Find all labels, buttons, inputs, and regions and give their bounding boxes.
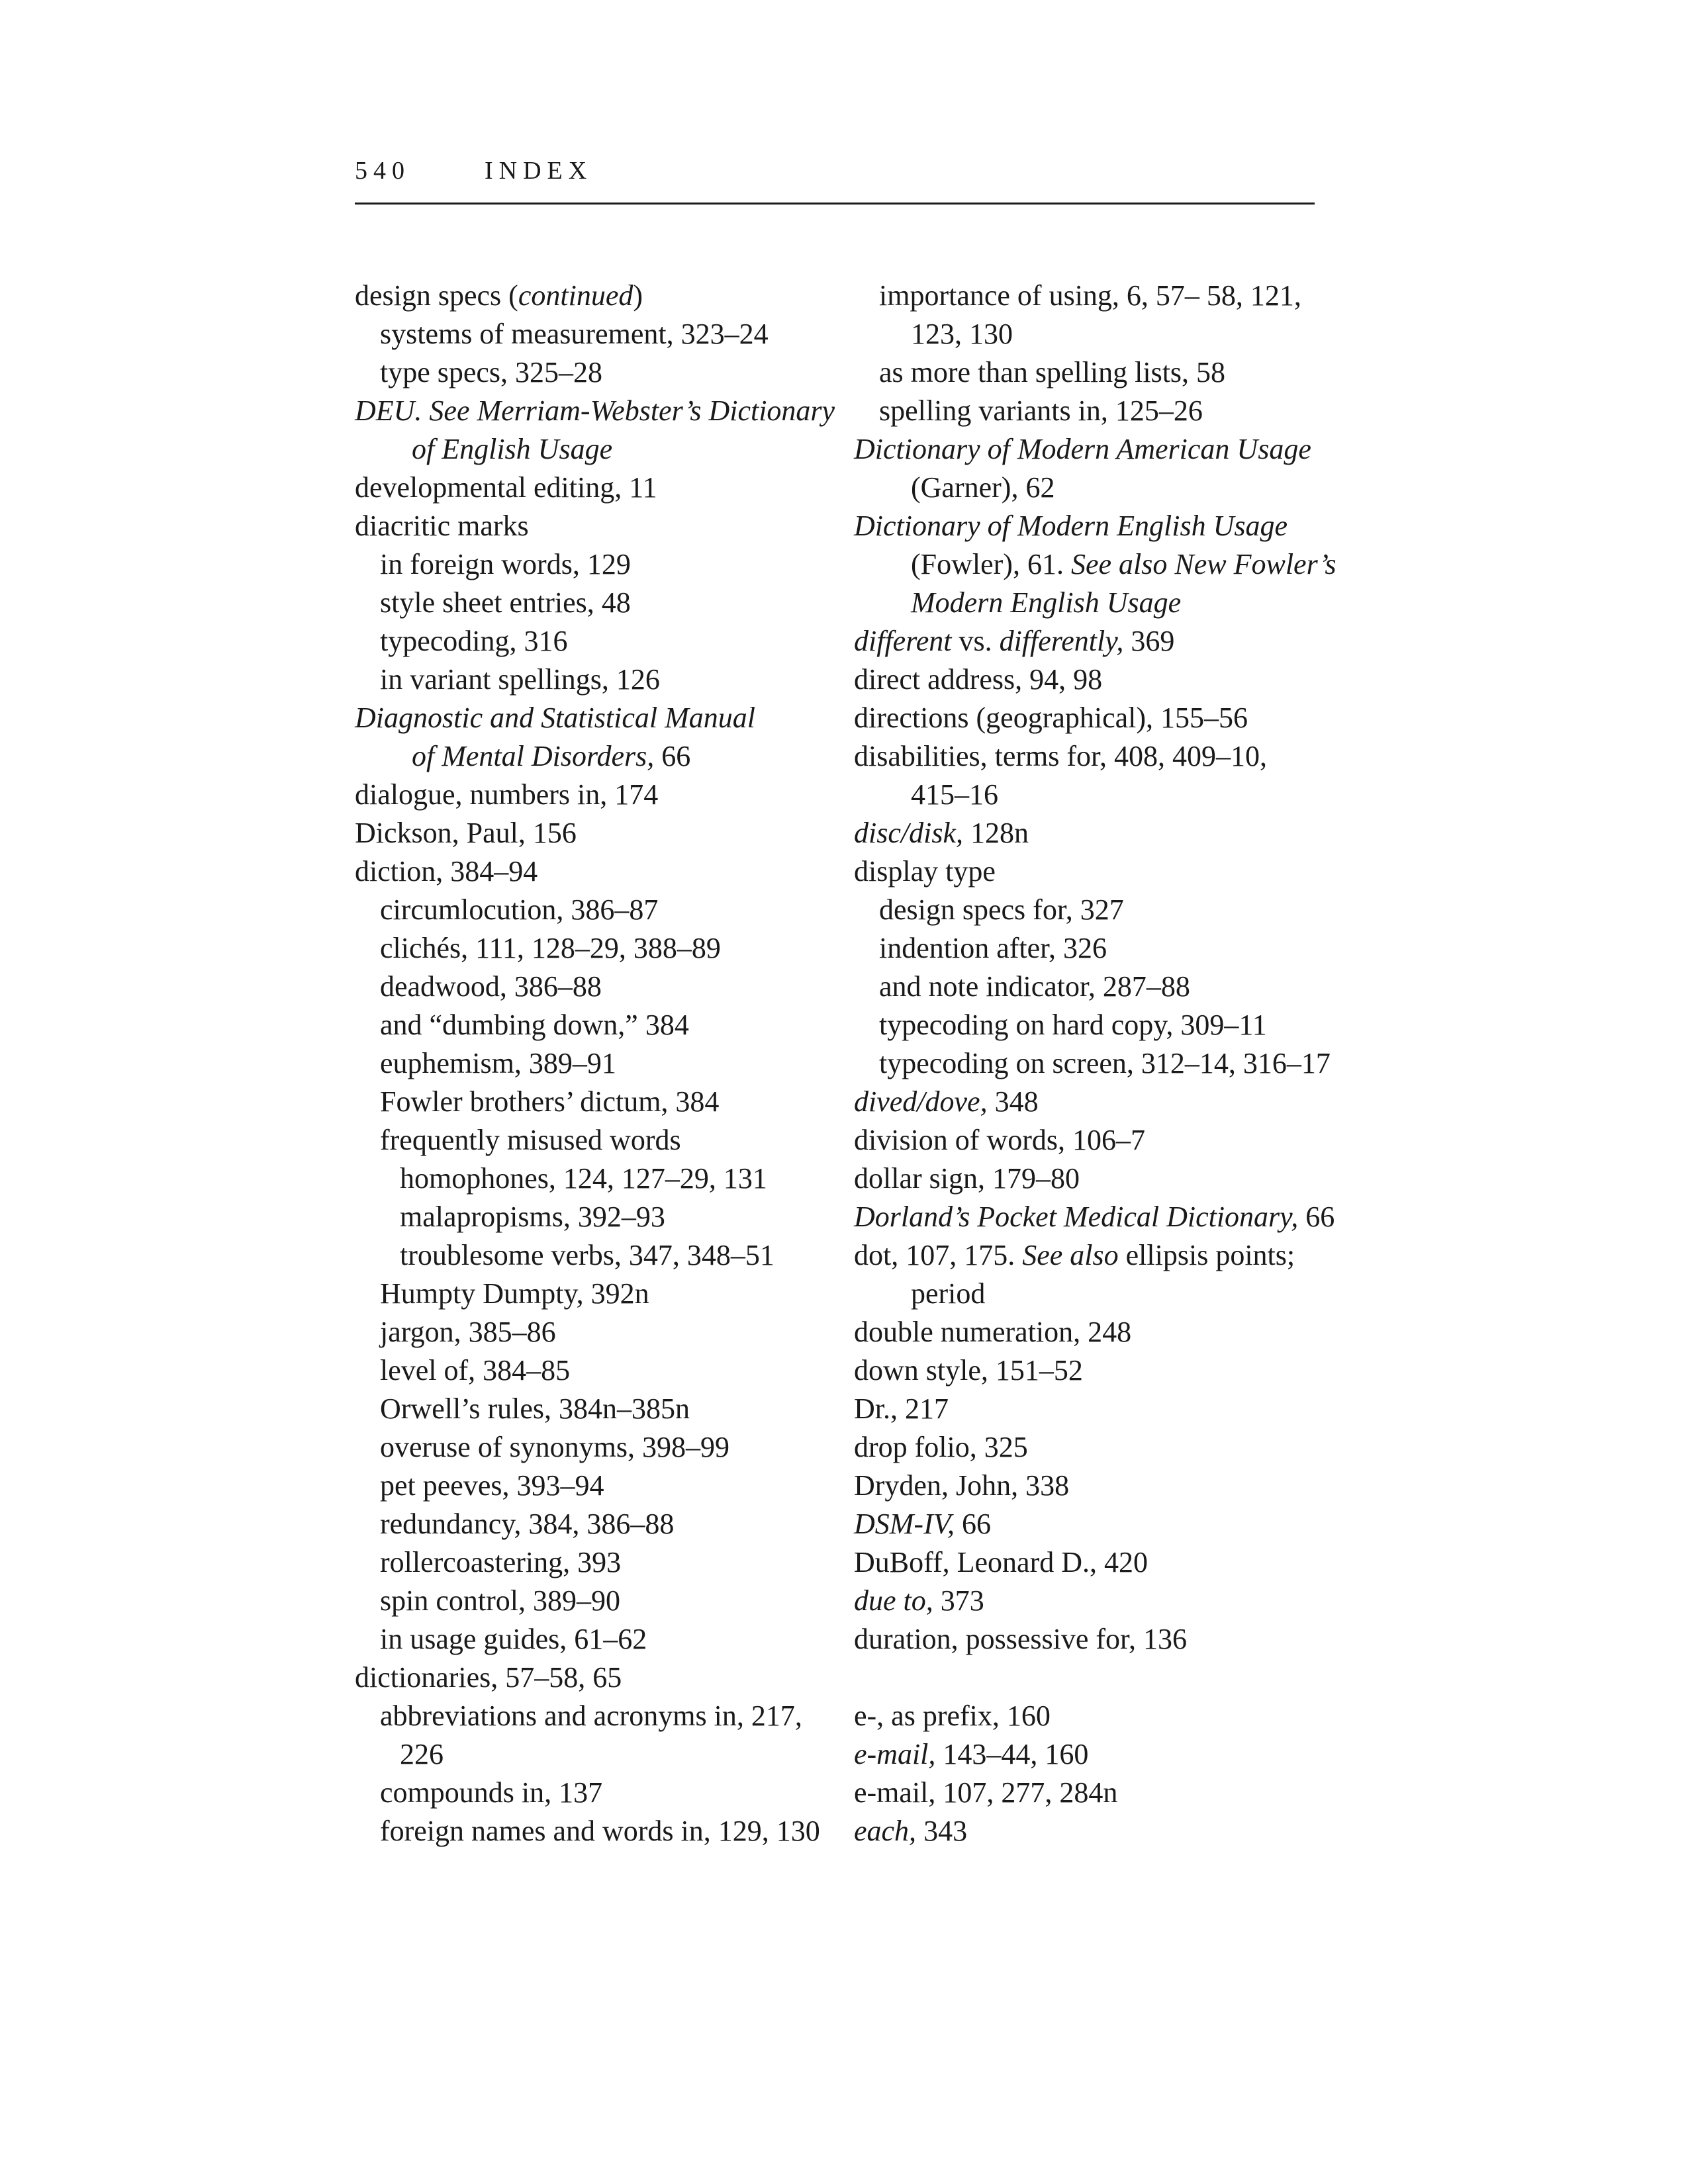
index-entry: dialogue, numbers in, 174 xyxy=(355,778,659,811)
index-subentry: circumlocution, 386–87 xyxy=(380,893,659,926)
index-subentry: typecoding, 316 xyxy=(380,625,568,657)
index-subentry: as more than spelling lists, 58 xyxy=(879,356,1226,388)
index-subentry: spelling variants in, 125–26 xyxy=(879,394,1203,427)
index-entry: direct address, 94, 98 xyxy=(854,663,1103,696)
index-entry: Dr., 217 xyxy=(854,1392,949,1425)
index-entry: duration, possessive for, 136 xyxy=(854,1623,1187,1655)
index-entry: disabilities, terms for, 408, 409–10, xyxy=(854,740,1267,772)
index-entry: Dictionary of Modern English Usage xyxy=(854,510,1288,542)
index-entry: display type xyxy=(854,855,996,887)
index-subentry: design specs for, 327 xyxy=(879,893,1124,926)
letter-group-spacer xyxy=(854,1659,1344,1697)
running-head: INDEX xyxy=(485,157,593,185)
index-subentry: clichés, 111, 128–29, 388–89 xyxy=(380,932,721,964)
index-subentry: and note indicator, 287–88 xyxy=(879,970,1190,1003)
index-entry: dived/dove, 348 xyxy=(854,1085,1039,1118)
index-subentry: foreign names and words in, 129, 130 xyxy=(380,1815,820,1847)
index-subentry: jargon, 385–86 xyxy=(380,1316,556,1348)
index-entry: developmental editing, 11 xyxy=(355,471,657,504)
index-entry: DSM-IV, 66 xyxy=(854,1508,991,1540)
index-subentry: abbreviations and acronyms in, 217, xyxy=(380,1700,802,1732)
index-subsubentry: homophones, 124, 127–29, 131 xyxy=(400,1162,767,1195)
index-entry: Dickson, Paul, 156 xyxy=(355,817,577,849)
index-subentry: systems of measurement, 323–24 xyxy=(380,318,769,350)
index-subentry: overuse of synonyms, 398–99 xyxy=(380,1431,729,1463)
index-entry: drop folio, 325 xyxy=(854,1431,1028,1463)
index-subentry: frequently misused words xyxy=(380,1124,681,1156)
index-entry-continuation: (Fowler), 61. See also New Fowler’s xyxy=(911,548,1336,580)
index-subentry: Fowler brothers’ dictum, 384 xyxy=(380,1085,720,1118)
index-subentry-continuation: 123, 130 xyxy=(911,318,1013,350)
index-subentry: indention after, 326 xyxy=(879,932,1107,964)
index-entry: double numeration, 248 xyxy=(854,1316,1132,1348)
index-subentry: level of, 384–85 xyxy=(380,1354,571,1387)
index-entry: DEU. See Merriam-Webster’s Dictionary xyxy=(355,394,835,427)
index-entry: disc/disk, 128n xyxy=(854,817,1029,849)
index-entry: diction, 384–94 xyxy=(355,855,538,887)
index-entry: division of words, 106–7 xyxy=(854,1124,1145,1156)
index-entry: Dryden, John, 338 xyxy=(854,1469,1070,1502)
index-subentry: Orwell’s rules, 384n–385n xyxy=(380,1392,690,1425)
index-entry: design specs (continued) xyxy=(355,279,643,312)
index-entry-continuation: 415–16 xyxy=(911,778,998,811)
index-subentry: style sheet entries, 48 xyxy=(380,586,631,619)
index-subentry: typecoding on screen, 312–14, 316–17 xyxy=(879,1047,1331,1079)
index-entry: due to, 373 xyxy=(854,1584,984,1617)
index-entry: dot, 107, 175. See also ellipsis points; xyxy=(854,1239,1295,1271)
index-subentry: deadwood, 386–88 xyxy=(380,970,602,1003)
index-subentry: in foreign words, 129 xyxy=(380,548,631,580)
index-entry-continuation: Modern English Usage xyxy=(911,586,1182,619)
index-column-right xyxy=(854,277,1344,1850)
index-subentry: Humpty Dumpty, 392n xyxy=(380,1277,649,1310)
index-entry: Dorland’s Pocket Medical Dictionary, 66 xyxy=(854,1201,1335,1233)
index-subentry: redundancy, 384, 386–88 xyxy=(380,1508,675,1540)
index-subentry: pet peeves, 393–94 xyxy=(380,1469,604,1502)
index-entry-continuation: of English Usage xyxy=(412,433,613,465)
index-subentry: in usage guides, 61–62 xyxy=(380,1623,647,1655)
index-entry-continuation: of Mental Disorders, 66 xyxy=(412,740,691,772)
index-subentry: compounds in, 137 xyxy=(380,1776,603,1809)
page-number: 540 xyxy=(355,157,410,185)
index-subentry: typecoding on hard copy, 309–11 xyxy=(879,1009,1267,1041)
index-entry: DuBoff, Leonard D., 420 xyxy=(854,1546,1148,1578)
page-header xyxy=(355,156,1315,205)
index-subentry: in variant spellings, 126 xyxy=(380,663,660,696)
index-subentry: rollercoastering, 393 xyxy=(380,1546,622,1578)
index-subentry: euphemism, 389–91 xyxy=(380,1047,616,1079)
index-entry-continuation: period xyxy=(911,1277,986,1310)
index-entry: e-mail, 143–44, 160 xyxy=(854,1738,1089,1770)
index-entry: Diagnostic and Statistical Manual xyxy=(355,702,755,734)
index-column-left xyxy=(355,277,845,1850)
index-entry: each, 343 xyxy=(854,1815,968,1847)
index-entry: e-mail, 107, 277, 284n xyxy=(854,1776,1118,1809)
index-entry: different vs. differently, 369 xyxy=(854,625,1175,657)
index-subsubentry: malapropisms, 392–93 xyxy=(400,1201,665,1233)
index-subentry: importance of using, 6, 57– 58, 121, xyxy=(879,279,1301,312)
index-entry: down style, 151–52 xyxy=(854,1354,1083,1387)
index-entry: Dictionary of Modern American Usage xyxy=(854,433,1311,465)
index-subsubentry: troublesome verbs, 347, 348–51 xyxy=(400,1239,774,1271)
index-entry: diacritic marks xyxy=(355,510,529,542)
index-subentry: type specs, 325–28 xyxy=(380,356,603,388)
index-entry-continuation: (Garner), 62 xyxy=(911,471,1055,504)
index-entry: e-, as prefix, 160 xyxy=(854,1700,1051,1732)
index-entry: dollar sign, 179–80 xyxy=(854,1162,1080,1195)
index-entry: directions (geographical), 155–56 xyxy=(854,702,1248,734)
index-subentry: and “dumbing down,” 384 xyxy=(380,1009,689,1041)
index-subentry-continuation: 226 xyxy=(400,1738,444,1770)
index-subentry: spin control, 389–90 xyxy=(380,1584,620,1617)
index-entry: dictionaries, 57–58, 65 xyxy=(355,1661,622,1694)
